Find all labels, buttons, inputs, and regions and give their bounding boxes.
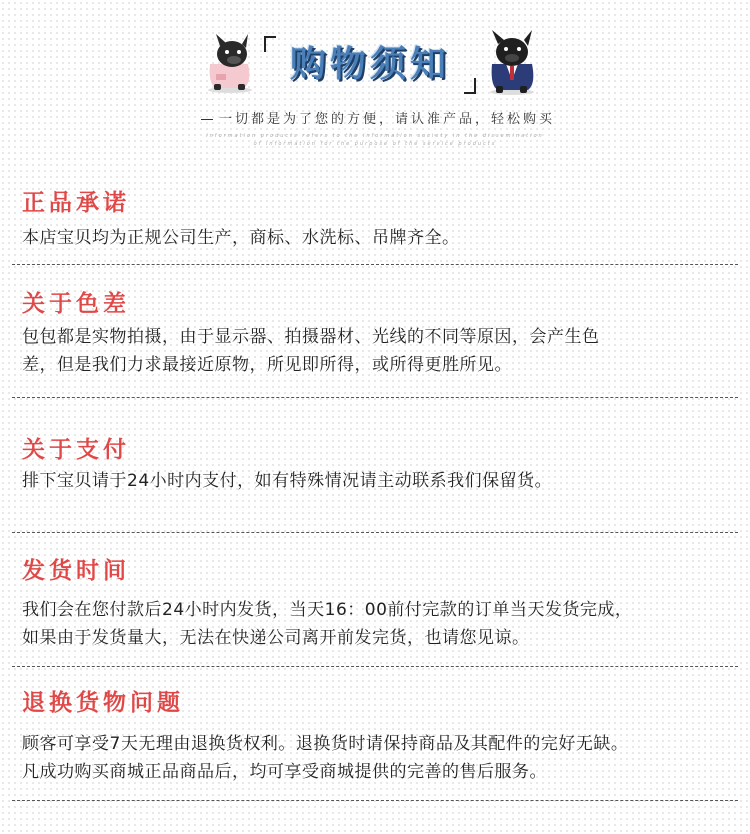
- section-divider: [12, 800, 738, 801]
- section-line: 如果由于发货量大，无法在快递公司离开前发完货，也请您见谅。: [22, 628, 530, 648]
- section-title: 关于色差: [22, 291, 130, 317]
- page-header: [0, 0, 750, 160]
- section-divider: [12, 532, 738, 533]
- section-line: 我们会在您付款后24小时内发货，当天16：00前付完款的订单当天发货完成，: [22, 600, 633, 620]
- section-line: 包包都是实物拍摄，由于显示器、拍摄器材、光线的不同等原因，会产生色: [22, 327, 600, 347]
- section-line: 本店宝贝均为正规公司生产，商标、水洗标、吊牌齐全。: [22, 228, 460, 248]
- title-frame: [264, 36, 476, 94]
- section-body: [22, 224, 742, 252]
- section-line: 差，但是我们力求最接近原物，所见即所得，或所得更胜所见。: [22, 355, 512, 375]
- section-body: [22, 730, 742, 786]
- section-title: 关于支付: [22, 437, 130, 463]
- section-divider: [12, 397, 738, 398]
- section-line: 凡成功购买商城正品商品后，均可享受商城提供的完善的售后服务。: [22, 762, 547, 782]
- bulldog-pink-shirt-icon: [196, 34, 260, 94]
- section-line: 顾客可享受7天无理由退换货权利。退换货时请保持商品及其配件的完好无缺。: [22, 734, 629, 754]
- section-body: [22, 596, 742, 652]
- subtitle-dash: [201, 119, 213, 120]
- section-divider: [12, 264, 738, 265]
- section-title: 退换货物问题: [22, 690, 184, 716]
- subtitle-text: 一切都是为了您的方便，请认准产品，轻松购买: [218, 112, 555, 127]
- section-body: [22, 467, 742, 495]
- page-subtitle: [0, 108, 750, 127]
- section-title: 正品承诺: [22, 190, 130, 216]
- tagline-line-2: of information for the purpose of the service products: [253, 141, 497, 147]
- section-divider: [12, 666, 738, 667]
- section-line: 排下宝贝请于24小时内支付，如有特殊情况请主动联系我们保留货。: [22, 471, 553, 491]
- page-title: 购物须知: [289, 44, 450, 85]
- section-body: [22, 323, 742, 379]
- bulldog-navy-jacket-icon: [482, 30, 546, 96]
- section-title: 发货时间: [22, 558, 130, 584]
- tagline-line-1: information products refers to the information society in the dissemination: [206, 133, 544, 139]
